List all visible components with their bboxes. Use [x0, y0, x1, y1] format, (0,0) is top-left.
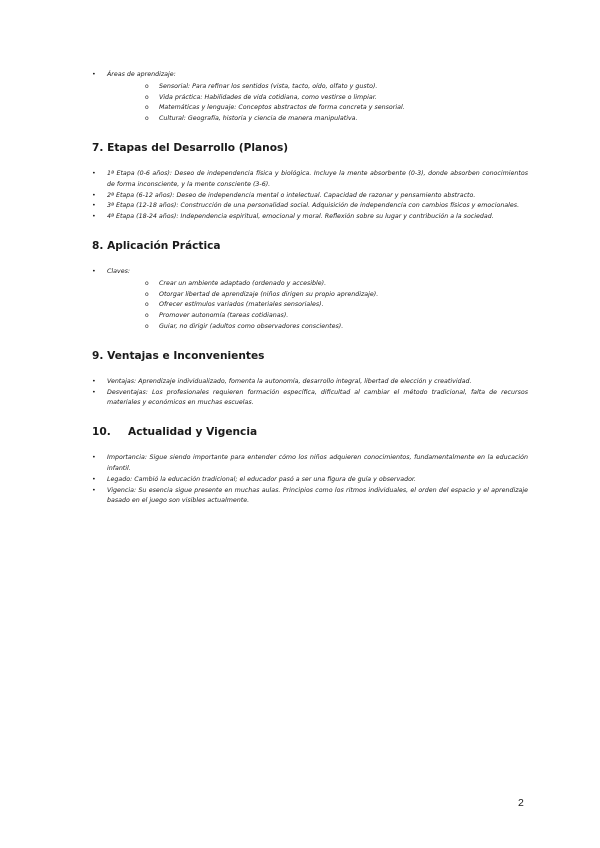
- bullet-icon: •: [92, 213, 96, 221]
- item-term: Ventajas:: [107, 377, 137, 385]
- item-text: Promover autonomía (tareas cotidianas).: [159, 312, 289, 320]
- item-term: Importancia:: [107, 454, 147, 462]
- section-number: 9.: [92, 349, 104, 362]
- section-9: [92, 349, 528, 409]
- section-7: [92, 141, 528, 223]
- bullet-icon: •: [92, 202, 96, 210]
- item-text: Otorgar libertad de aprendizaje (niños dirigen su propio aprendizaje).: [159, 290, 379, 298]
- bullet-icon: •: [92, 191, 96, 199]
- list-item: [92, 191, 528, 202]
- item-text: Los profesionales requieren formación específica, dificultad al cambiar el método tradicional, falta de recursos materiales y económicos en muchas escuelas.: [107, 388, 528, 407]
- item-text: Ofrecer estímulos variados (materiales sensoriales).: [159, 301, 324, 309]
- circle-bullet-icon: o: [145, 104, 149, 112]
- keys-label: Claves:: [107, 267, 131, 275]
- list-item: [92, 169, 528, 191]
- item-term: 3ª Etapa (12-18 años):: [107, 202, 179, 210]
- item-term: 2ª Etapa (6-12 años):: [107, 191, 175, 199]
- list-item: [92, 486, 528, 508]
- item-term: Vigencia:: [107, 486, 137, 494]
- bullet-icon: •: [92, 377, 96, 385]
- list-item: [107, 311, 528, 322]
- keys-sublist: [107, 279, 528, 333]
- item-text: Independencia espiritual, emocional y moral. Reflexión sobre su lugar y contribución a la sociedad.: [178, 213, 494, 221]
- section-10: [92, 425, 528, 507]
- list-item: [92, 453, 528, 475]
- list-item: [107, 300, 528, 311]
- list-item: [92, 212, 528, 223]
- section-title: Aplicación Práctica: [107, 239, 221, 252]
- list-item: [92, 475, 528, 486]
- item-text: Deseo de independencia mental o intelectual. Capacidad de razonar y pensamiento abstracto.: [174, 191, 476, 199]
- item-text: Para refinar los sentidos (vista, tacto, oído, olfato y gusto).: [190, 82, 378, 90]
- page-content: [92, 70, 528, 507]
- bullet-icon: •: [92, 475, 96, 483]
- list-item: [107, 103, 528, 114]
- pros-cons-list: [92, 377, 528, 409]
- item-term: Matemáticas y lenguaje:: [159, 104, 237, 112]
- keys-list: [92, 267, 528, 333]
- learning-areas-list: [92, 70, 528, 125]
- item-text: Su esencia sigue presente en muchas aulas. Principios como los ritmos individuales, el orden del espacio y el aprendizaje basado en el juego son visibles actualmente.: [107, 486, 528, 505]
- item-term: Vida práctica:: [159, 93, 203, 101]
- item-text: Geografía, historia y ciencia de manera manipulativa.: [185, 115, 358, 123]
- circle-bullet-icon: o: [145, 301, 149, 309]
- list-item: [92, 201, 528, 212]
- item-text: Cambió la educación tradicional; el educador pasó a ser una figura de guía y observador.: [132, 475, 416, 483]
- section-title: Etapas del Desarrollo (Planos): [107, 141, 289, 154]
- section-title: Actualidad y Vigencia: [128, 426, 258, 439]
- circle-bullet-icon: o: [145, 115, 149, 123]
- list-item: [107, 114, 528, 125]
- item-term: 1ª Etapa (0-6 años):: [107, 169, 172, 177]
- bullet-icon: •: [92, 169, 96, 177]
- list-item: [92, 377, 528, 388]
- bullet-icon: •: [92, 267, 96, 275]
- item-text: Conceptos abstractos de forma concreta y sensorial.: [236, 104, 405, 112]
- section-heading: [92, 239, 528, 253]
- list-item: [107, 82, 528, 93]
- item-text: Habilidades de vida cotidiana, como vestirse o limpiar.: [202, 93, 377, 101]
- item-term: Cultural:: [159, 115, 186, 123]
- stages-list: [92, 169, 528, 223]
- circle-bullet-icon: o: [145, 290, 149, 298]
- section-title: Ventajas e Inconvenientes: [107, 349, 265, 362]
- item-term: Sensorial:: [159, 82, 191, 90]
- item-text: Aprendizaje individualizado, fomenta la autonomía, desarrollo integral, libertad de elección y creatividad.: [136, 377, 472, 385]
- item-term: 4ª Etapa (18-24 años):: [107, 213, 179, 221]
- list-item: [92, 388, 528, 410]
- circle-bullet-icon: o: [145, 82, 149, 90]
- section-heading: [92, 349, 528, 363]
- section-number: 8.: [92, 239, 104, 252]
- circle-bullet-icon: o: [145, 93, 149, 101]
- page-number: 2: [518, 797, 524, 809]
- list-item: [107, 290, 528, 301]
- section-number: 10.: [92, 426, 111, 439]
- item-text: Sigue siendo importante para entender cómo los niños adquieren conocimientos, fundamentalmente en la educación infantil.: [107, 454, 528, 472]
- section-heading: [92, 141, 528, 155]
- item-text: Deseo de independencia física y biológica. Incluye la mente absorbente (0-3), donde absorben conocimientos de forma inconsciente, y la mente consciente (3-6).: [107, 169, 528, 188]
- item-term: Desventajas:: [107, 388, 148, 396]
- bullet-icon: •: [92, 388, 96, 396]
- circle-bullet-icon: o: [145, 322, 149, 330]
- list-item: [92, 70, 528, 125]
- item-text: Crear un ambiente adaptado (ordenado y accesible).: [159, 279, 327, 287]
- list-item: [92, 267, 528, 333]
- learning-areas-label: Áreas de aprendizaje:: [107, 71, 176, 78]
- list-item: [107, 279, 528, 290]
- section-number: 7.: [92, 141, 104, 154]
- bullet-icon: •: [92, 486, 96, 494]
- circle-bullet-icon: o: [145, 312, 149, 320]
- item-term: Legado:: [107, 475, 133, 483]
- item-text: Guiar, no dirigir (adultos como observadores conscientes).: [159, 322, 344, 330]
- item-text: Construcción de una personalidad social. Adquisición de independencia con cambios físicos y emocionales.: [178, 202, 520, 210]
- bullet-icon: •: [92, 454, 96, 462]
- learning-areas-sublist: [107, 82, 528, 125]
- circle-bullet-icon: o: [145, 279, 149, 287]
- section-8: [92, 239, 528, 333]
- bullet-icon: •: [92, 71, 96, 78]
- list-item: [107, 322, 528, 333]
- current-relevance-list: [92, 453, 528, 507]
- section-heading: [92, 425, 528, 439]
- list-item: [107, 93, 528, 104]
